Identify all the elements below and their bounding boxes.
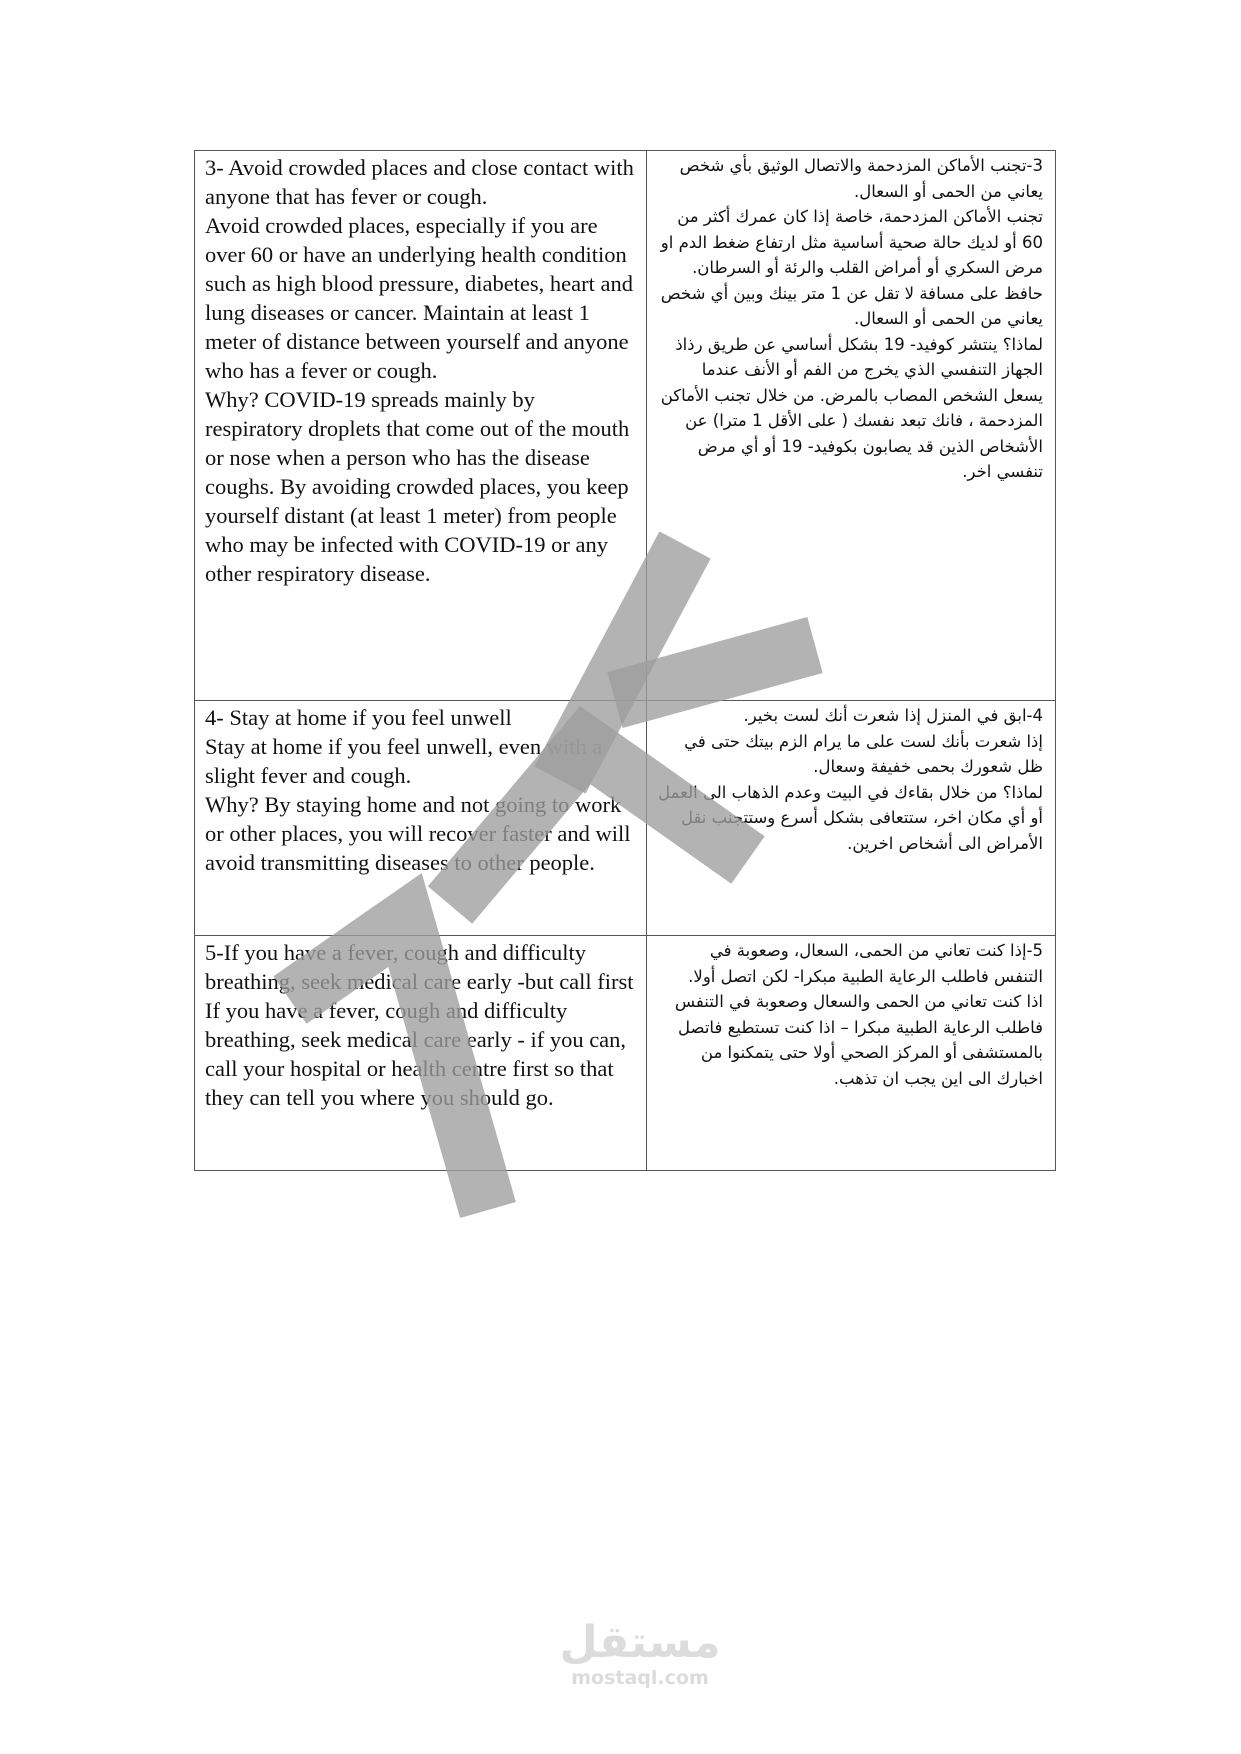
arabic-cell <box>647 936 1056 1171</box>
logo-arabic-text: مستقل <box>559 1617 721 1668</box>
english-cell <box>195 151 647 701</box>
table-row <box>195 151 1056 701</box>
arabic-paragraph: اذا كنت تعاني من الحمى والسعال وصعوبة في التنفس فاطلب الرعاية الطبية مبكرا – اذا كنت تستطيع فاتصل بالمستشفى أو المركز الصحي أولا حتى يتمكنوا من اخبارك الى اين يجب ان تذهب. <box>674 992 1043 1088</box>
arabic-paragraph: تجنب الأماكن المزدحمة، خاصة إذا كان عمرك أكثر من 60 أو لديك حالة صحية أساسية مثل ارتفاع ضغط الدم او مرض السكري أو أمراض القلب والرئة أو السرطان. حافظ على مسافة لا تقل عن 1 متر بينك وبين أي شخص يعاني من الحمى أو السعال. <box>660 207 1043 328</box>
table-row <box>195 936 1056 1171</box>
table-row <box>195 701 1056 936</box>
english-paragraph: Why? COVID-19 spreads mainly by respiratory droplets that come out of the mouth or nose when a person who has the disease coughs. By avoiding crowded places, you keep yourself distant (at least 1 meter) from people who may be infected with COVID-19 or any other respiratory disease. <box>205 387 630 586</box>
english-heading: 5-If you have a fever, cough and difficulty breathing, seek medical care early -but call first <box>205 940 634 994</box>
arabic-heading: 5-إذا كنت تعاني من الحمى، السعال، وصعوبة في التنفس فاطلب الرعاية الطبية مبكرا- لكن اتصل أولا. <box>688 941 1043 986</box>
english-paragraph: If you have a fever, cough and difficulty breathing, seek medical care early - if you can, call your hospital or health centre first so that they can tell you where you should go. <box>205 998 627 1110</box>
arabic-heading: 4-ابق في المنزل إذا شعرت أنك لست بخير. <box>743 706 1043 725</box>
arabic-cell <box>647 701 1056 936</box>
arabic-cell <box>647 151 1056 701</box>
english-cell <box>195 936 647 1171</box>
arabic-paragraph: إذا شعرت بأنك لست على ما يرام الزم بيتك حتى في ظل شعورك بحمى خفيفة وسعال. <box>684 731 1043 776</box>
english-paragraph: Stay at home if you feel unwell, even with a slight fever and cough. <box>205 734 603 788</box>
arabic-paragraph: لماذا؟ ينتشر كوفيد- 19 بشكل أساسي عن طريق رذاذ الجهاز التنفسي الذي يخرج من الفم أو الأنف عندما يسعل الشخص المصاب بالمرض. من خلال تجنب الأماكن المزدحمة ، فانك تبعد نفسك ( على الأقل 1 مترا) عن الأشخاص الذين قد يصابون بكوفيد- 19 أو أي مرض تنفسي اخر. <box>660 334 1043 481</box>
arabic-heading: 3-تجنب الأماكن المزدحمة والاتصال الوثيق بأي شخص يعاني من الحمى أو السعال. <box>679 156 1043 201</box>
arabic-paragraph: لماذا؟ من خلال بقاءك في البيت وعدم الذهاب الى العمل أو أي مكان اخر، ستتعافى بشكل أسرع وستتجنب نقل الأمراض الى أشخاص اخرين. <box>658 782 1043 853</box>
english-heading: 3- Avoid crowded places and close contact with anyone that has fever or cough. <box>205 155 634 209</box>
english-paragraph: Avoid crowded places, especially if you are over 60 or have an underlying health condition such as high blood pressure, diabetes, heart and lung diseases or cancer. Maintain at least 1 meter of distance between yourself and anyone who has a fever or cough. <box>205 213 634 383</box>
english-heading: 4- Stay at home if you feel unwell <box>205 705 512 730</box>
logo-latin-text: mostaql.com <box>571 1667 709 1689</box>
document-table <box>194 150 1056 1171</box>
mostaql-logo <box>530 1618 750 1688</box>
english-paragraph: Why? By staying home and not going to work or other places, you will recover faster and will avoid transmitting diseases to other people. <box>205 792 631 875</box>
english-cell <box>195 701 647 936</box>
